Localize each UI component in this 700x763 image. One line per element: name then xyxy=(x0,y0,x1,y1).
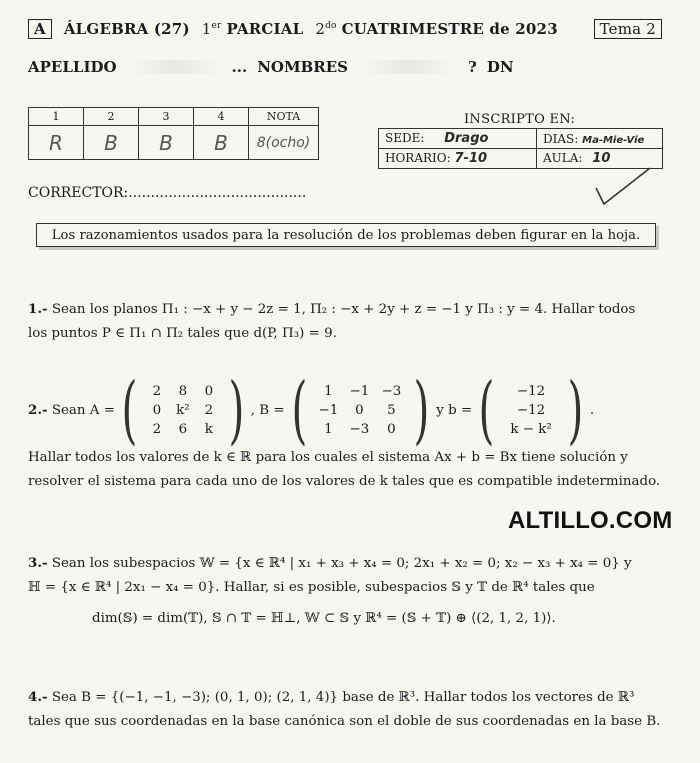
problem-1 xyxy=(28,297,635,346)
redacted-apellido xyxy=(127,60,222,74)
sede-value: Drago xyxy=(444,131,489,146)
name-line xyxy=(28,58,660,76)
sede-cell xyxy=(379,129,537,149)
grade-value: R xyxy=(29,126,84,160)
problem-3-equation: dim(𝕊) = dim(𝕋), 𝕊 ∩ 𝕋 = ℍ⊥, 𝕎 ⊂ 𝕊 y ℝ⁴ = (𝕊 + 𝕋) ⊕ ⟨(2, 1, 2, 1)⟩. xyxy=(92,611,556,626)
matrix-entry: 5 xyxy=(387,402,396,418)
problem-number: 2.- xyxy=(28,402,48,418)
instructions-box xyxy=(36,223,656,247)
watermark-logo: ALTILLO.COM xyxy=(508,507,673,534)
matrix-entry: −12 xyxy=(516,402,546,418)
problem-1-line-1 xyxy=(28,297,635,322)
tema-box: Tema 2 xyxy=(594,19,662,39)
problem-4-line-1 xyxy=(28,685,660,710)
matrix-entry: −1 xyxy=(349,383,370,399)
matrix-entry: 2 xyxy=(152,383,162,399)
problem-text: los puntos P ∈ Π₁ ∩ Π₂ tales que d(P, Π₃) = 9. xyxy=(28,326,337,341)
name-dots: ... xyxy=(231,58,248,76)
vector-b-label: y b = xyxy=(436,402,473,418)
parcial-label xyxy=(202,20,304,38)
horario-cell xyxy=(379,149,537,169)
problem-number: 1.- xyxy=(28,301,48,317)
matrix-entry: −12 xyxy=(516,383,546,399)
grade-header: 1 xyxy=(29,108,84,126)
grade-value: B xyxy=(194,126,249,160)
matrix-entry: −1 xyxy=(318,402,339,418)
problem-2-text xyxy=(28,446,660,494)
cuatrimestre-label xyxy=(315,20,558,38)
cuat-word: CUATRIMESTRE de 2023 xyxy=(341,20,558,38)
inscripto-row xyxy=(379,129,663,149)
matrix-a-grid xyxy=(144,384,222,437)
problem-number: 3.- xyxy=(28,555,48,571)
nota-header: NOTA xyxy=(249,108,319,126)
aula-value: 10 xyxy=(592,151,611,166)
problem-2-period: . xyxy=(589,402,595,418)
problem-1-line-2 xyxy=(28,322,635,346)
problem-text: Sean los planos Π₁ : −x + y − 2z = 1, Π₂ : −x + 2y + z = −1 y Π₃ : y = 4. Hallar todos xyxy=(51,302,636,317)
matrix-a: ( 2 8 0 0 k² 2 2 6 k ) xyxy=(121,367,245,453)
inscripto-title: INSCRIPTO EN: xyxy=(464,112,576,127)
cuat-number: 2 xyxy=(315,20,326,38)
grade-header: 2 xyxy=(84,108,139,126)
checkmark-icon xyxy=(588,160,658,210)
corrector-line: CORRECTOR:........................................ xyxy=(28,185,307,201)
sede-label: SEDE: xyxy=(385,131,425,145)
problem-text: resolver el sistema para cada uno de los valores de k tales que es compatible indeterminado. xyxy=(28,474,661,489)
matrix-entry: 0 xyxy=(152,402,162,418)
matrix-entry: 2 xyxy=(204,402,214,418)
grade-value: B xyxy=(139,126,194,160)
problem-text: tales que sus coordenadas en la base canónica son el doble de sus coordenadas en la base B. xyxy=(28,714,661,729)
vector-b: ( −12 −12 k − k² ) xyxy=(478,367,584,453)
problem-text: ℍ = {x ∈ ℝ⁴ | 2x₁ − x₄ = 0}. Hallar, si es posible, subespacios 𝕊 y 𝕋 de ℝ⁴ tales que xyxy=(28,580,595,595)
matrix-entry: k xyxy=(204,421,213,437)
problem-text: Sean xyxy=(51,402,86,418)
problem-text: Hallar todos los valores de k ∈ ℝ para los cuales el sistema Ax + b = Bx tiene solución y xyxy=(28,450,628,465)
matrix-entry: 0 xyxy=(204,383,214,399)
parcial-sup: er xyxy=(211,21,222,31)
matrix-entry: 2 xyxy=(152,421,162,437)
redacted-nombres xyxy=(358,60,458,74)
matrix-b: ( 1 −1 −3 −1 0 5 1 −3 0 ) xyxy=(291,367,430,453)
grade-header: 3 xyxy=(139,108,194,126)
parcial-number: 1 xyxy=(201,20,212,38)
exam-header xyxy=(28,18,662,40)
grades-value-row xyxy=(29,126,319,160)
nota-value: 8(ocho) xyxy=(249,126,319,160)
vector-b-grid xyxy=(501,384,561,437)
exam-code-box: A xyxy=(28,19,52,39)
problem-3 xyxy=(28,551,632,600)
matrix-entry: 1 xyxy=(324,383,333,399)
matrix-entry: 0 xyxy=(387,421,396,437)
matrix-b-grid xyxy=(313,384,407,437)
matrix-entry: k − k² xyxy=(510,421,552,437)
matrix-entry: −3 xyxy=(381,383,402,399)
apellido-label: APELLIDO xyxy=(28,58,117,76)
nombres-label: NOMBRES xyxy=(257,58,349,76)
horario-label: HORARIO: xyxy=(385,151,451,165)
problem-text: Sea B = {(−1, −1, −3); (0, 1, 0); (2, 1, 4)} base de ℝ³. Hallar todos los vectores de ℝ³ xyxy=(51,690,635,705)
matrix-a-label: A = xyxy=(89,402,115,418)
matrix-entry: 6 xyxy=(178,421,188,437)
dias-value: Ma-Mie-Vie xyxy=(582,134,645,146)
matrix-entry: k² xyxy=(176,402,190,418)
grade-value: B xyxy=(84,126,139,160)
problem-3-line-1 xyxy=(28,551,632,576)
grade-header: 4 xyxy=(194,108,249,126)
matrix-entry: 0 xyxy=(355,402,364,418)
matrix-b-label: , B = xyxy=(250,402,285,418)
parcial-word: PARCIAL xyxy=(226,20,304,38)
problem-2-matrices xyxy=(28,367,658,453)
instructions-text: Los razonamientos usados para la resolución de los problemas deben figurar en la hoja. xyxy=(51,227,641,243)
problem-number: 4.- xyxy=(28,689,48,705)
cuat-sup: do xyxy=(325,21,337,31)
name-mark: ? xyxy=(468,58,477,76)
dni-label: DN xyxy=(486,58,514,76)
grades-header-row xyxy=(29,108,319,126)
matrix-entry: −3 xyxy=(349,421,370,437)
matrix-entry: 1 xyxy=(324,421,333,437)
grades-table xyxy=(28,107,319,160)
problem-4 xyxy=(28,685,660,734)
dias-cell xyxy=(537,129,663,149)
aula-label: AULA: xyxy=(543,151,583,165)
horario-value: 7-10 xyxy=(454,151,488,166)
dias-label: DIAS: xyxy=(543,131,579,146)
problem-text: Sean los subespacios 𝕎 = {x ∈ ℝ⁴ | x₁ + x₃ + x₄ = 0; 2x₁ + x₂ = 0; x₂ − x₃ + x₄ = 0} y xyxy=(51,556,632,571)
subject-title: ÁLGEBRA (27) xyxy=(63,20,190,38)
matrix-entry: 8 xyxy=(178,383,188,399)
